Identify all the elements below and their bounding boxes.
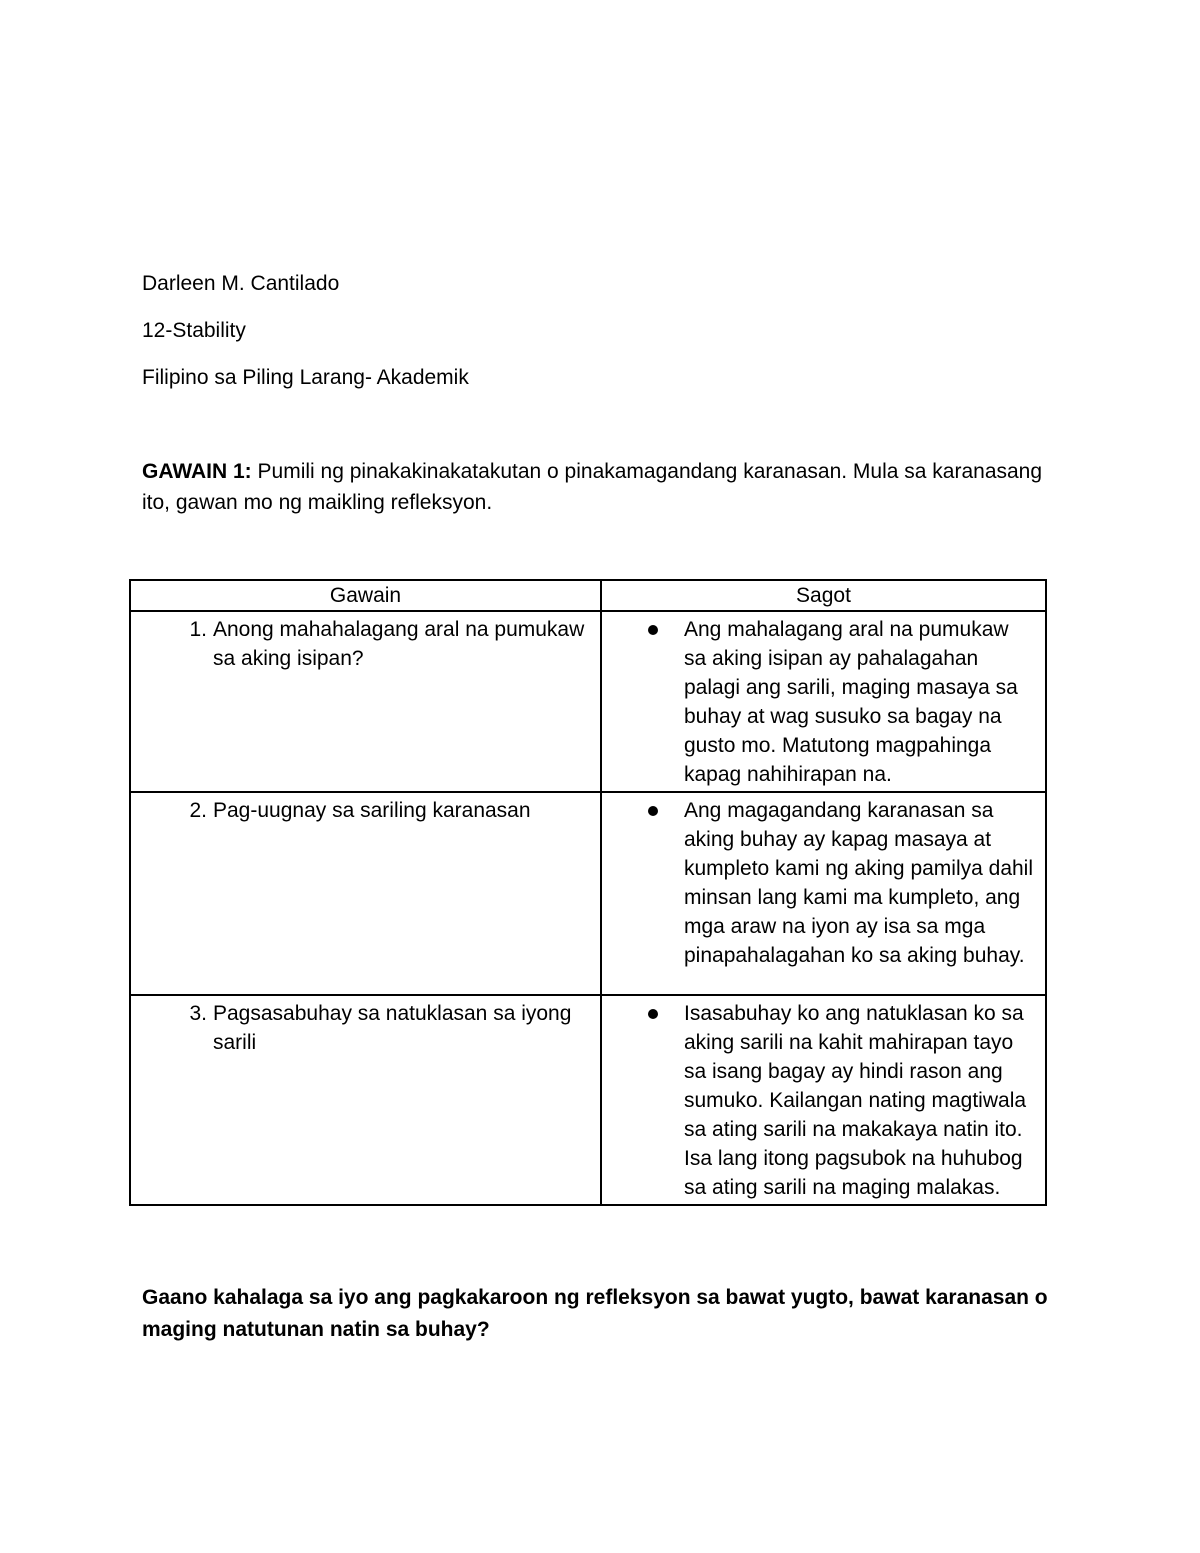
answer-cell bbox=[601, 995, 1046, 1205]
answer-text: Ang magagandang karanasan sa aking buhay ay kapag masaya at kumpleto kami ng aking pamilya dahil minsan lang kami ma kumpleto, ang mga araw na iyon ay isa sa mga pinapahalagahan ko sa aking buhay. bbox=[684, 799, 1034, 967]
question-text: Anong mahahalagang aral na pumukaw sa aking isipan? bbox=[213, 618, 585, 670]
question-text: Pagsasabuhay sa natuklasan sa iyong sarili bbox=[213, 1002, 572, 1054]
answer-text: Ang mahalagang aral na pumukaw sa aking isipan ay pahalagahan palagi ang sarili, maging masaya sa buhay at wag susuko sa bagay na gusto mo. Matutong magpahinga kapag nahihirapan na. bbox=[684, 618, 1018, 786]
table-row bbox=[130, 995, 1046, 1205]
bullet-icon bbox=[648, 1009, 658, 1019]
student-section: 12-Stability bbox=[142, 319, 246, 342]
column-header-sagot: Sagot bbox=[601, 580, 1046, 611]
table-row bbox=[130, 611, 1046, 792]
task-text: Pumili ng pinakakinakatakutan o pinakamagandang karanasan. Mula sa karanasang ito, gawan mo ng maikling refleksyon. bbox=[142, 460, 1043, 514]
question-text: Pag-uugnay sa sariling karanasan bbox=[213, 799, 531, 822]
item-number: 1. bbox=[189, 618, 207, 641]
closing-question: Gaano kahalaga sa iyo ang pagkakaroon ng refleksyon sa bawat yugto, bawat karanasan o maging natutunan natin sa buhay? bbox=[142, 1286, 1048, 1341]
bullet-icon bbox=[648, 806, 658, 816]
student-name: Darleen M. Cantilado bbox=[142, 272, 340, 295]
answer-text: Isasabuhay ko ang natuklasan ko sa aking sarili na kahit mahirapan tayo sa isang bagay ay hindi rason ang sumuko. Kailangan nating magtiwala sa ating sarili na makakaya natin ito. Isa lang itong pagsubok na huhubog sa ating sarili na maging malakas. bbox=[684, 1002, 1027, 1199]
question-cell bbox=[130, 611, 601, 792]
answer-cell bbox=[601, 611, 1046, 792]
task-instruction bbox=[142, 456, 1052, 518]
table-row bbox=[130, 792, 1046, 995]
item-number: 3. bbox=[189, 1002, 207, 1025]
table-header-row bbox=[130, 580, 1046, 611]
question-cell bbox=[130, 995, 601, 1205]
subject-title: Filipino sa Piling Larang- Akademik bbox=[142, 366, 469, 389]
bullet-icon bbox=[648, 625, 658, 635]
reflection-table bbox=[129, 579, 1047, 1206]
question-cell bbox=[130, 792, 601, 995]
column-header-gawain: Gawain bbox=[130, 580, 601, 611]
answer-cell bbox=[601, 792, 1046, 995]
task-label: GAWAIN 1: bbox=[142, 460, 252, 483]
item-number: 2. bbox=[189, 799, 207, 822]
